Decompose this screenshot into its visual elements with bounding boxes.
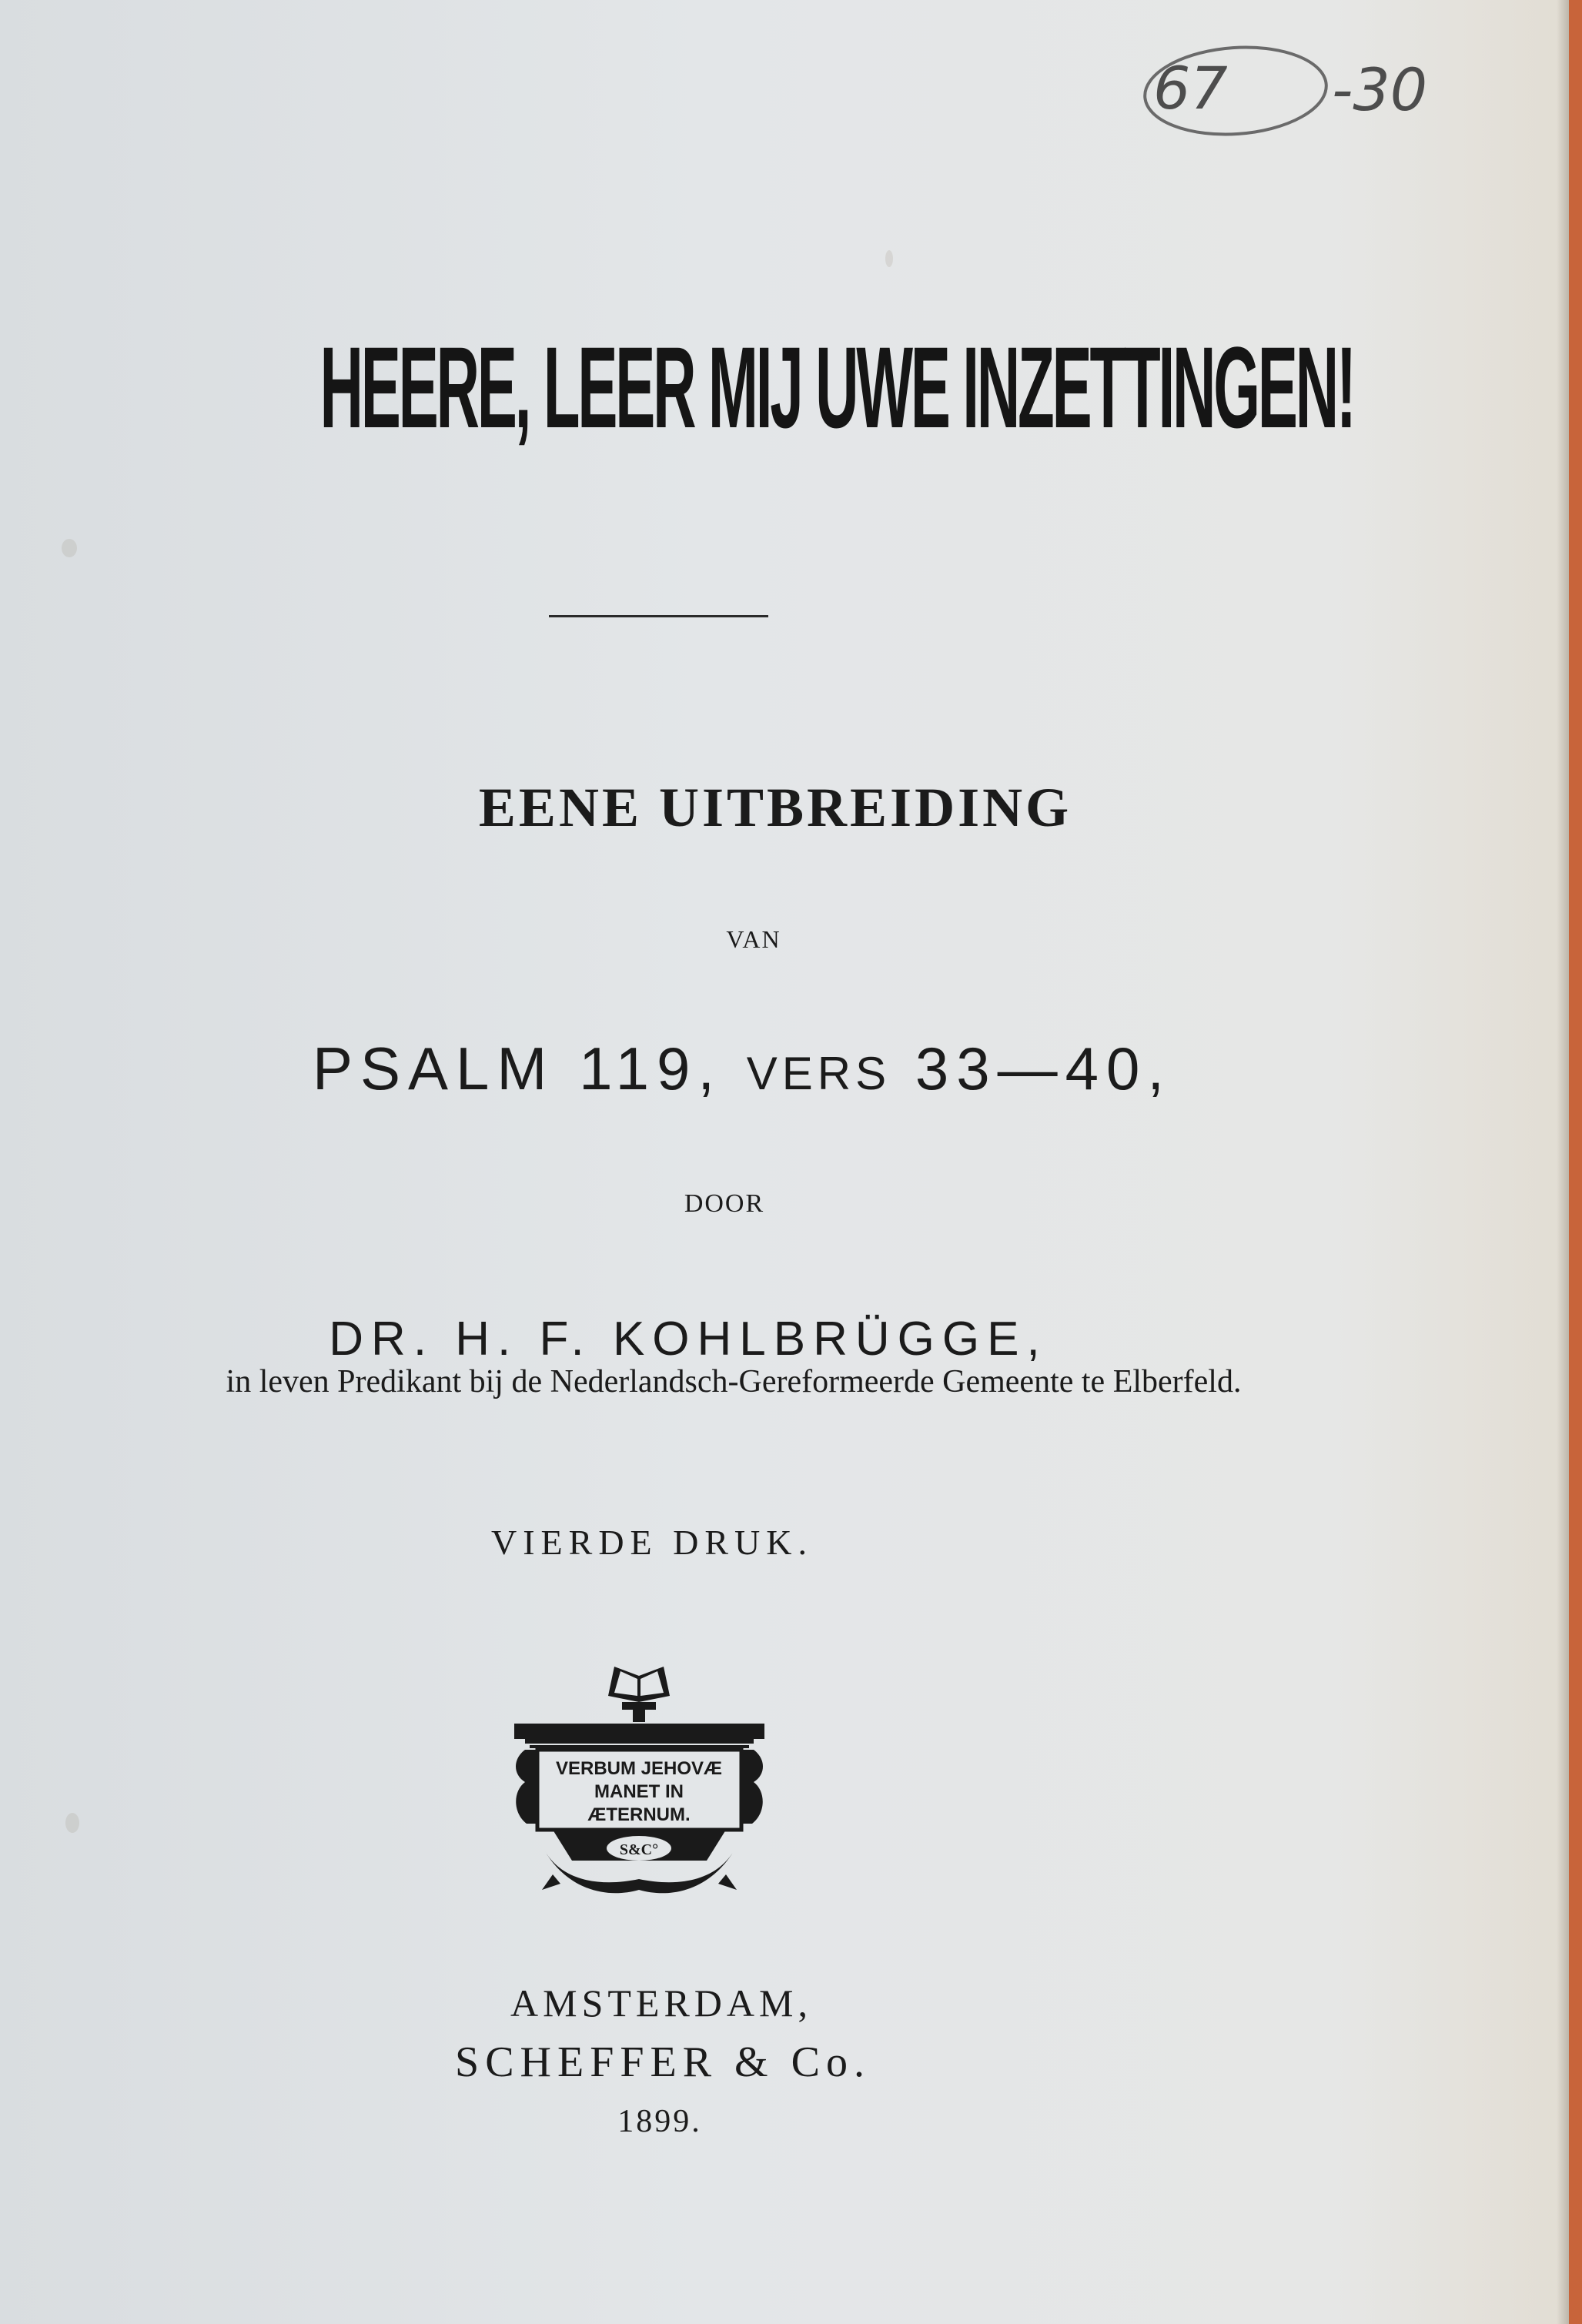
- psalm-reference: [0, 1030, 1527, 1112]
- author-description: in leven Predikant bij de Nederlandsch-Gereformeerde Gemeente te Elberfeld.: [226, 1364, 1242, 1399]
- psalm-main: PSALM 119,: [312, 1035, 723, 1102]
- open-book-icon: [608, 1667, 670, 1722]
- psalm-range: 33—40,: [915, 1035, 1172, 1102]
- imprint-year: 1899.: [617, 2104, 702, 2139]
- paper-spot: [62, 539, 77, 557]
- paper-spot: [885, 250, 893, 267]
- imprint-city: AMSTERDAM,: [510, 1981, 812, 2025]
- svg-text:ÆTERNUM.: ÆTERNUM.: [587, 1804, 691, 1825]
- edition: VIERDE DRUK.: [491, 1523, 813, 1562]
- page-edge-shadow: [1557, 0, 1569, 2324]
- book-title: HEERE, LEER MIJ UWE INZETTINGEN!: [319, 323, 1354, 452]
- psalm-vers-label: VERS: [746, 1048, 891, 1099]
- subtitle: EENE UITBREIDING: [478, 777, 1072, 838]
- svg-text:VERBUM JEHOVÆ: VERBUM JEHOVÆ: [555, 1758, 723, 1779]
- printer-emblem-icon: [507, 1659, 772, 1907]
- connective-van: VAN: [726, 925, 781, 953]
- svg-text:S&C°: S&C°: [619, 1841, 659, 1858]
- imprint-publisher: SCHEFFER & Co.: [455, 2038, 871, 2086]
- handwritten-number: 67: [1153, 54, 1228, 122]
- connective-door: DOOR: [684, 1189, 765, 1218]
- handwritten-suffix: -30: [1332, 55, 1428, 124]
- author-name: DR. H. F. KOHLBRÜGGE,: [329, 1312, 1048, 1366]
- svg-text:MANET IN: MANET IN: [594, 1781, 684, 1802]
- paper-spot: [65, 1813, 79, 1833]
- title-divider: [549, 615, 768, 617]
